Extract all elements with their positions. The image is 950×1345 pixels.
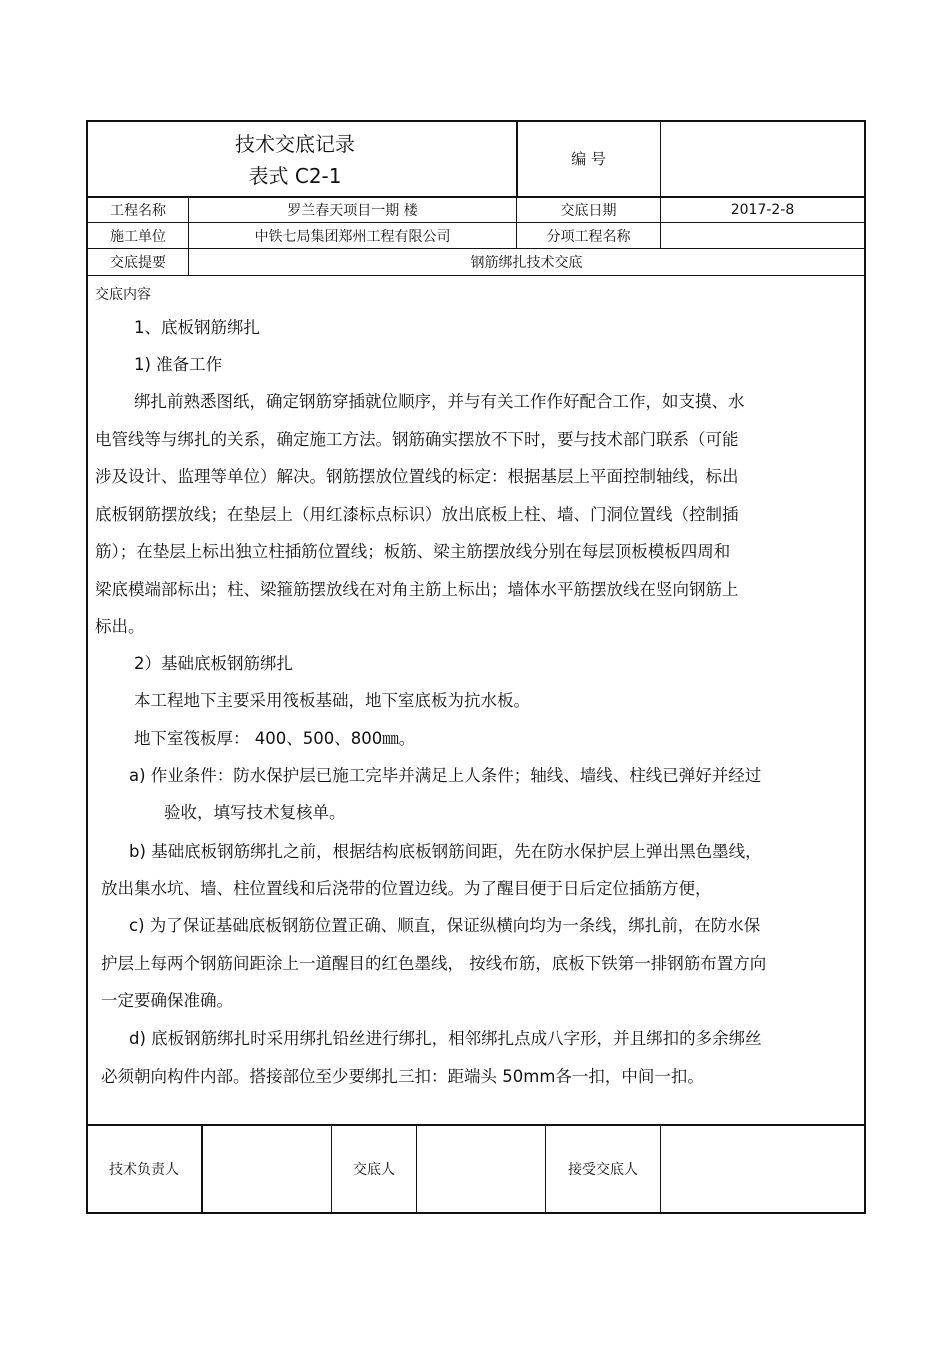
content-line: d) 底板钢筋绑扎时采用绑扎铅丝进行绑扎，相邻绑扎点成八字形，并且绑扣的多余绑丝 — [129, 1029, 762, 1048]
content-line: 一定要确保准确。 — [101, 991, 233, 1010]
divider — [86, 275, 866, 276]
subproject-value — [661, 223, 864, 248]
project-name-label: 工程名称 — [110, 202, 166, 219]
content-line: 必须朝向构件内部。搭接部位至少要绑扎三扣：距端头 50mm各一扣，中间一扣。 — [101, 1067, 704, 1086]
tech-lead-label: 技术负责人 — [109, 1162, 179, 1178]
content-line: 底板钢筋摆放线；在垫层上（用红漆标点标识）放出底板上柱、墙、门洞位置线（控制插 — [95, 505, 739, 524]
content-line: 标出。 — [95, 617, 145, 636]
divider — [660, 196, 661, 249]
number-label: 编 号 — [571, 150, 606, 168]
discloser-signature — [417, 1125, 545, 1213]
content-line: 电管线等与绑扎的关系，确定施工方法。钢筋确实摆放不下时，要与技术部门联系（可能 — [95, 430, 739, 449]
form-title: 技术交底记录 — [235, 132, 355, 156]
content-line: 绑扎前熟悉图纸，确定钢筋穿插就位顺序，并与有关工作作好配合工作，如支摸、水 — [134, 392, 745, 411]
content-line: 本工程地下主要采用筏板基础，地下室底板为抗水板。 — [134, 691, 530, 710]
content-line: b) 基础底板钢筋绑扎之前，根据结构底板钢筋间距，先在防水保护层上弹出黑色墨线， — [129, 842, 762, 861]
divider — [188, 196, 189, 275]
content-line: 1) 准备工作 — [134, 355, 223, 374]
unit-label: 施工单位 — [110, 228, 166, 245]
number-value — [661, 120, 864, 197]
content-line: 2）基础底板钢筋绑扎 — [134, 654, 293, 673]
content-line: a) 作业条件：防水保护层已施工完毕并满足上人条件；轴线、墙线、柱线已弹好并经过 — [129, 766, 762, 785]
divider — [516, 196, 517, 249]
summary-value: 钢筋绑扎技术交底 — [470, 255, 583, 271]
receiver-signature — [661, 1125, 864, 1213]
content-line: 地下室筏板厚： 400、500、800㎜。 — [134, 729, 416, 748]
date-value: 2017-2-8 — [730, 201, 795, 218]
content-line: 涉及设计、监理等单位）解决。钢筋摆放位置线的标定：根据基层上平面控制轴线，标出 — [95, 467, 739, 486]
content-line: 放出集水坑、墙、柱位置线和后浇带的位置边线。为了醒目便于日后定位插筋方便， — [101, 879, 712, 898]
discloser-label: 交底人 — [353, 1162, 395, 1178]
content-label: 交底内容 — [95, 287, 151, 303]
content-line: 验收，填写技术复核单。 — [164, 803, 346, 822]
tech-lead-signature — [203, 1125, 331, 1213]
content-line: 梁底模端部标出；柱、梁箍筋摆放线在对角主筋上标出；墙体水平筋摆放线在竖向钢筋上 — [95, 580, 739, 599]
project-name-value: 罗兰春天项目一期 楼 — [287, 202, 418, 219]
content-line: 1、底板钢筋绑扎 — [134, 318, 260, 337]
receiver-label: 接受交底人 — [568, 1162, 638, 1178]
summary-label: 交底提要 — [110, 255, 166, 271]
subproject-label: 分项工程名称 — [546, 228, 631, 245]
unit-value: 中铁七局集团郑州工程有限公司 — [254, 228, 451, 245]
content-line: 护层上每两个钢筋间距涂上一道醒目的红色墨线， 按线布筋，底板下铁第一排钢筋布置方向 — [101, 954, 767, 973]
content-line: c) 为了保证基础底板钢筋位置正确、顺直，保证纵横向均为一条线，绑扎前，在防水保 — [129, 916, 761, 935]
date-label: 交底日期 — [560, 202, 617, 219]
form-code: 表式 C2-1 — [248, 164, 342, 188]
content-line: 筋）；在垫层上标出独立柱插筋位置线；板筋、梁主筋摆放线分别在每层顶板模板四周和 — [95, 542, 731, 561]
